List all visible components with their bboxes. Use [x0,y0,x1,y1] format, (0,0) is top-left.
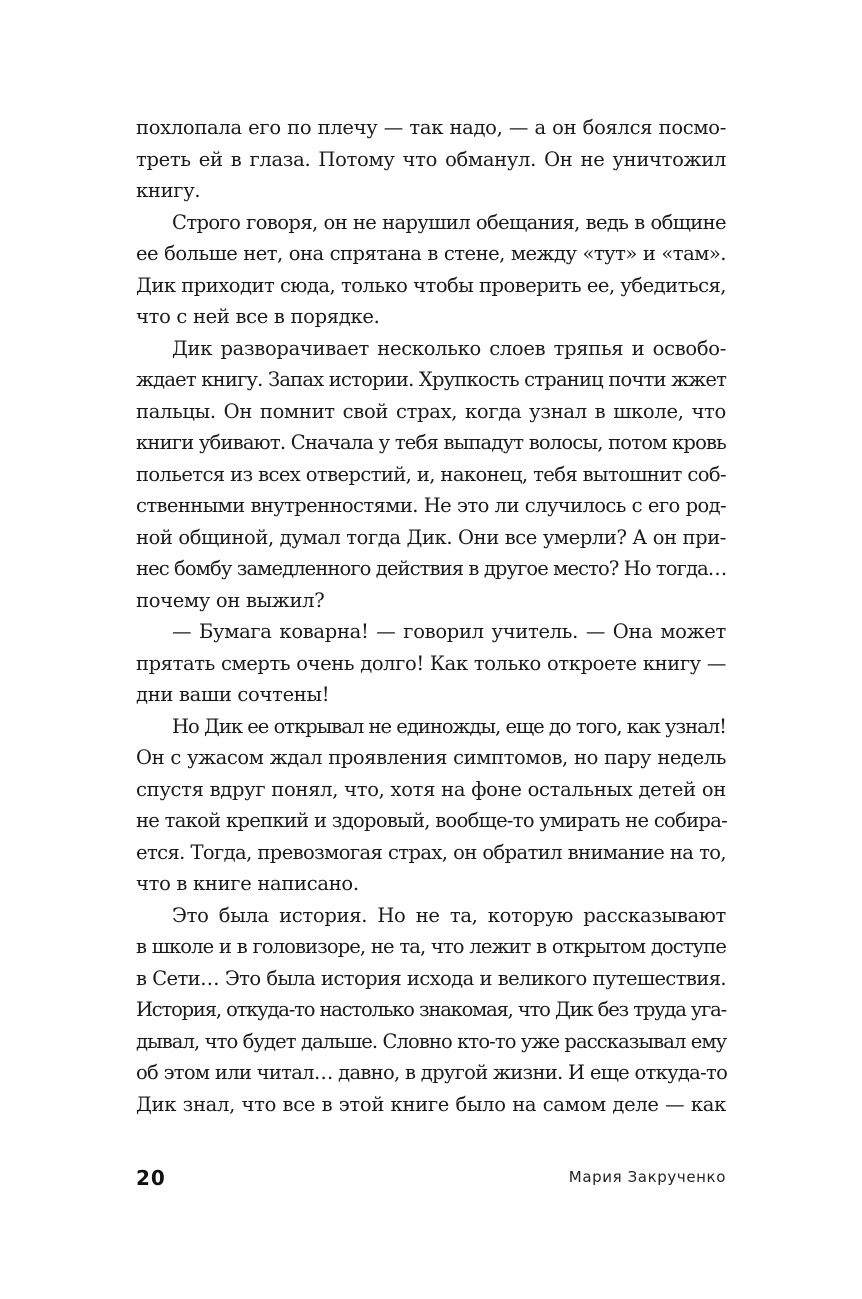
text-line: книги убивают. Сначала у тебя выпадут волосы, потом кровь [136,431,726,454]
text-line: почему он выжил? [136,588,325,612]
text-line: Дик приходит сюда, только чтобы проверить ее, убедиться, [136,273,726,297]
text-line: Дик разворачивает несколько слоев тряпья и освобо- [172,336,726,360]
text-line: об этом или читал… давно, в другой жизни. И еще откуда-то [136,1061,728,1084]
text-line: ственными внутренностями. Не это ли случилось с его род- [136,494,726,517]
page-footer [136,1166,726,1194]
text-line: ной общиной, думал тогда Дик. Они все умерли? А он при- [136,525,726,549]
page-number: 20 [136,1166,166,1190]
text-line: Он с ужасом ждал проявления симптомов, но пару недель [136,746,726,769]
text-line: дни ваши сочтены! [136,683,330,706]
text-line: ждает книгу. Запах истории. Хрупкость страниц почти жжет [136,368,727,391]
text-line: что с ней все в порядке. [136,305,380,328]
text-line: дывал, что будет дальше. Словно кто-то уже рассказывал ему [136,1029,727,1053]
text-line: ее больше нет, она спрятана в стене, между «тут» и «там». [136,242,726,265]
text-line: Это была история. Но не та, которую рассказывают [172,903,726,927]
text-line: польется из всех отверстий, и, наконец, тебя вытошнит соб- [136,462,726,486]
text-line: книгу. [136,179,201,202]
text-line: Строго говоря, он не нарушил обещания, ведь в общине [172,210,726,234]
text-line: что в книге написано. [136,872,359,895]
text-line: нес бомбу замедленного действия в другое место? Но тогда… [136,557,727,580]
text-line: не такой крепкий и здоровый, вообще-то умирать не собира- [136,809,728,832]
text-line: ется. Тогда, превозмогая страх, он обратил внимание на то, [136,840,726,864]
text-line: в школе и в головизоре, не та, что лежит в открытом доступе [136,935,726,958]
text-line: похлопала его по плечу — так надо, — а он боялся посмо- [136,116,726,139]
text-line: пальцы. Он помнит свой страх, когда узнал в школе, что [136,399,726,423]
body-text [136,112,726,1120]
running-author: Мария Закрученко [568,1168,726,1186]
text-line: треть ей в глаза. Потому что обманул. Он не уничтожил [136,147,726,171]
text-line: История, откуда-то настолько знакомая, что Дик без труда уга- [136,998,726,1021]
text-line: Дик знал, что все в этой книге было на самом деле — как [136,1092,726,1116]
text-line: спустя вдруг понял, что, хотя на фоне остальных детей он [136,777,726,801]
text-line: Но Дик ее открывал не единожды, еще до того, как узнал! [172,714,726,738]
text-line: в Сети… Это была история исхода и великого путешествия. [136,966,726,990]
text-line: — Бумага коварна! — говорил учитель. — Она может [172,620,726,643]
text-line: прятать смерть очень долго! Как только откроете книгу — [136,651,726,675]
